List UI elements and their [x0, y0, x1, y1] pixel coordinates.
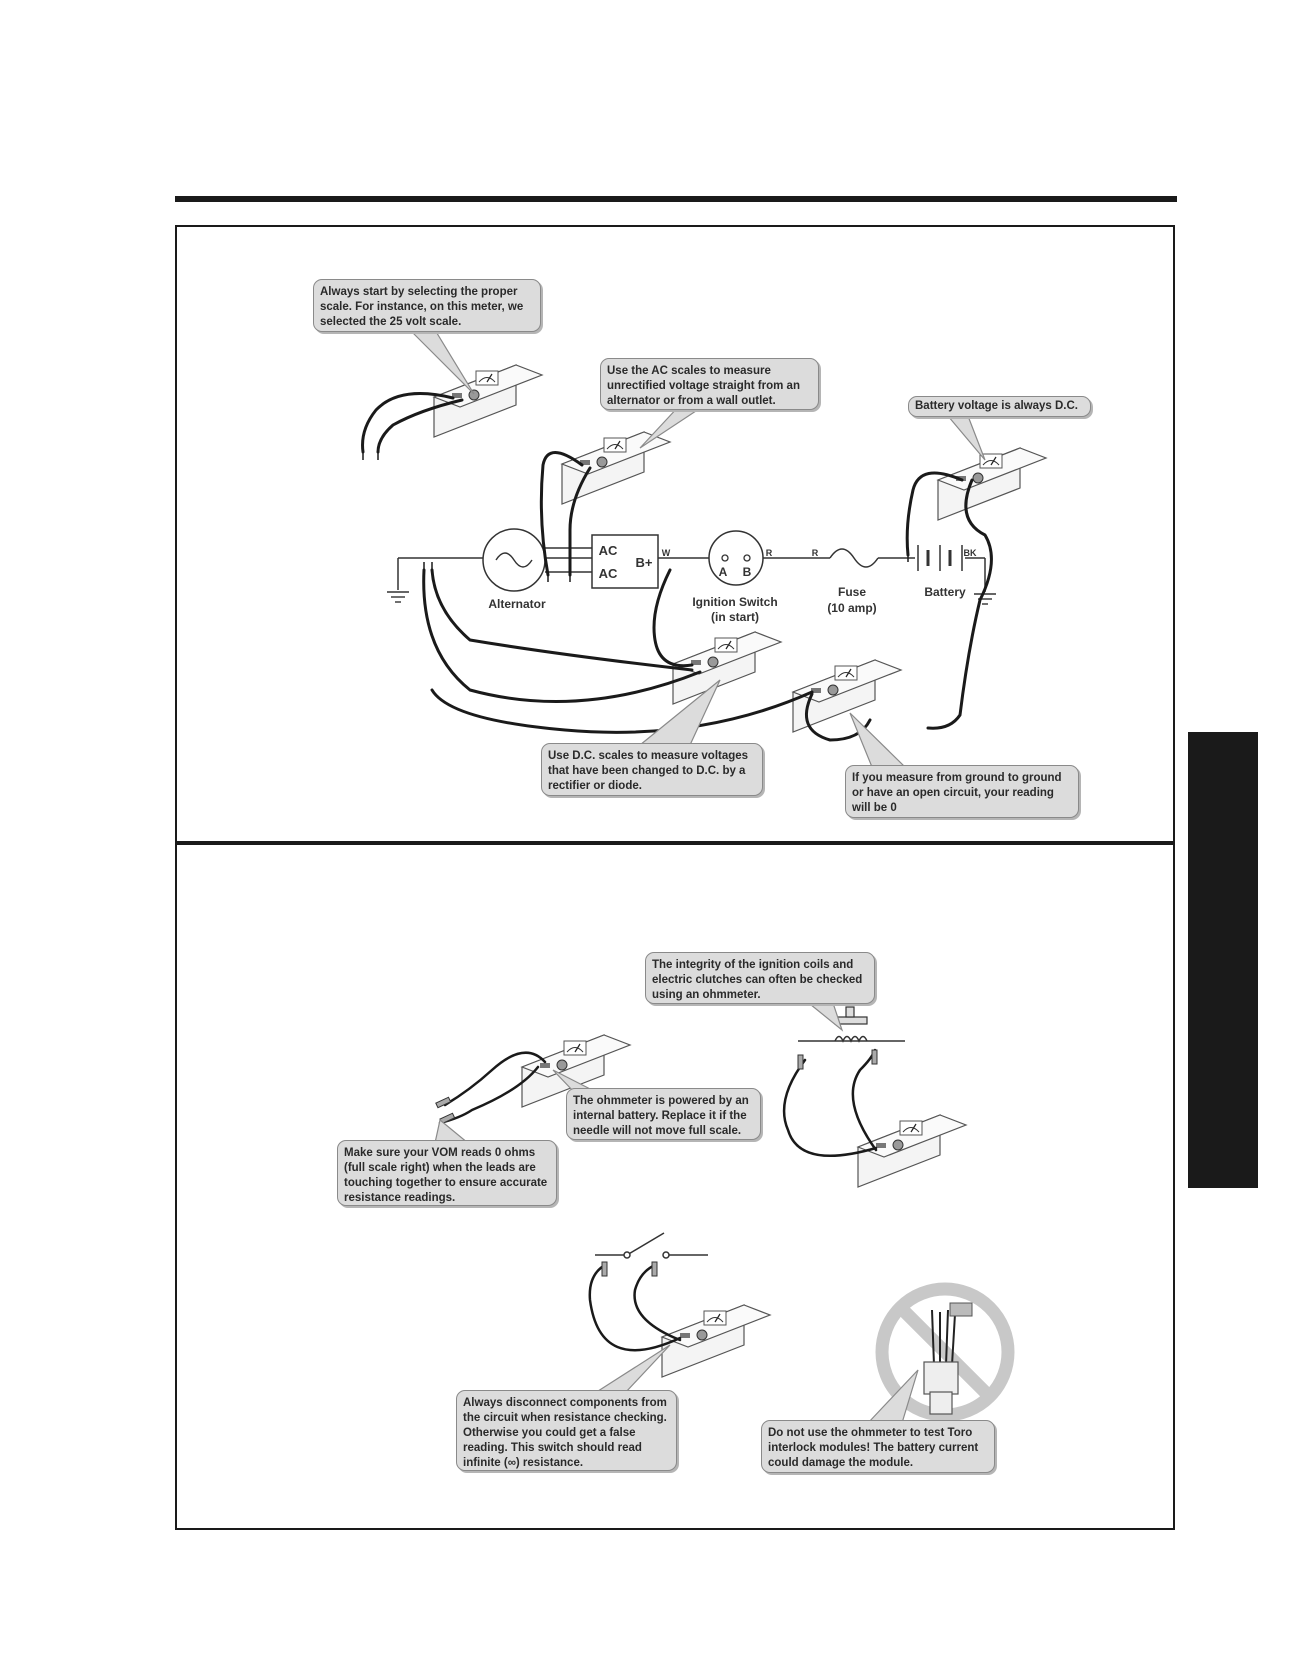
switch-circuit: [595, 1233, 708, 1258]
battery-symbol: [918, 545, 962, 571]
meter-coil: [858, 1115, 966, 1187]
callout-vom-zero: Make sure your VOM reads 0 ohms (full scale right) when the leads are touching together to ensure accurate resistance readings.: [337, 1140, 557, 1206]
alternator-symbol: [483, 529, 545, 591]
callout-dc-scales: Use D.C. scales to measure voltages that have been changed to D.C. by a rectifier or diode.: [541, 743, 763, 796]
rectifier-bplus-label: B+: [635, 555, 653, 570]
ground-symbol-left: [387, 592, 409, 602]
wire-w-label: W: [661, 548, 671, 558]
wire-r-label-2: R: [811, 548, 819, 558]
rectifier-ac-top-label: AC: [598, 543, 618, 558]
callout-disconnect: Always disconnect components from the circuit when resistance checking. Otherwise you could get a false reading. This switch should read infinite (∞) resistance.: [456, 1390, 677, 1471]
wire-bk-label: BK: [963, 548, 977, 558]
battery-label: Battery: [924, 585, 966, 599]
meter-ground: [793, 660, 901, 732]
coil-circuit: [798, 1007, 905, 1041]
meter-battery: [938, 448, 1046, 520]
fuse-rating-label: (10 amp): [827, 601, 877, 615]
rectifier-ac-bottom-label: AC: [598, 566, 618, 581]
meter-dc: [673, 632, 781, 704]
callout-ground-to-ground: If you measure from ground to ground or have an open circuit, your reading will be 0: [845, 765, 1079, 818]
fuse-label: Fuse: [837, 585, 866, 599]
switch-b-label: B: [742, 565, 752, 579]
ignition-in-start-label: (in start): [711, 610, 759, 624]
meter-scale: [434, 365, 542, 437]
callout-toro-modules: Do not use the ohmmeter to test Toro interlock modules! The battery current could damage the module.: [761, 1420, 995, 1473]
callout-proper-scale: Always start by selecting the proper scale. For instance, on this meter, we selected the 25 volt scale.: [313, 279, 541, 332]
meter-switch: [662, 1305, 770, 1377]
callout-ohmmeter-battery: The ohmmeter is powered by an internal battery. Replace it if the needle will not move full scale.: [566, 1088, 761, 1140]
ignition-switch-label: Ignition Switch: [692, 595, 778, 609]
switch-a-label: A: [718, 565, 728, 579]
wire-r-label-1: R: [765, 548, 773, 558]
callout-ac-scales: Use the AC scales to measure unrectified voltage straight from an alternator or from a wall outlet.: [600, 358, 819, 410]
callout-battery-dc: Battery voltage is always D.C.: [908, 396, 1091, 417]
callout-ignition-coils: The integrity of the ignition coils and electric clutches can often be checked using an ohmmeter.: [645, 952, 875, 1004]
fuse-symbol: [830, 549, 878, 567]
alternator-label: Alternator: [488, 597, 546, 611]
